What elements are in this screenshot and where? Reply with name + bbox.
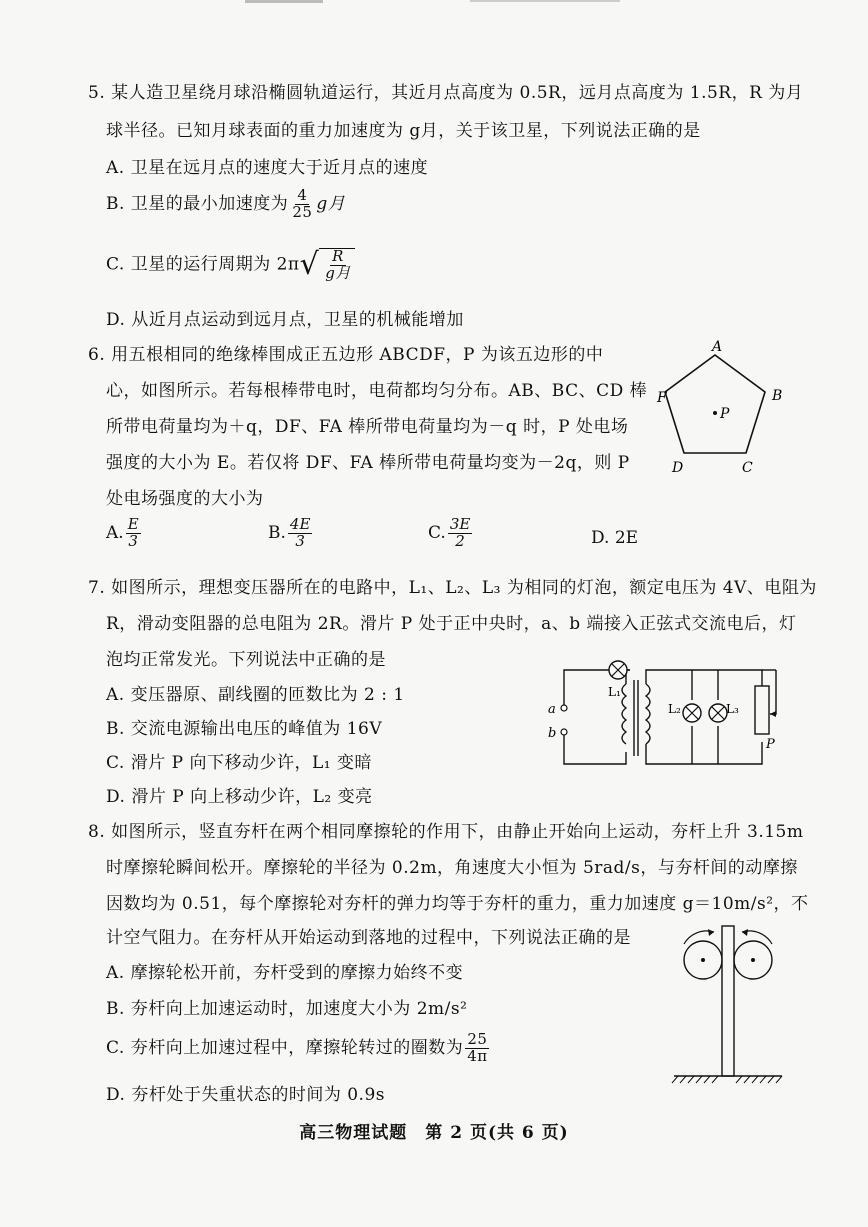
q8-stem-line3: 因数均为 0.51，每个摩擦轮对夯杆的弹力均等于夯杆的重力，重力加速度 g＝10m/s²，不 [106,894,809,914]
option-label: B. [268,522,286,543]
pentagon-shape [665,355,765,453]
option-label: A. [106,522,124,543]
fraction-denominator: 3 [128,531,138,550]
vertex-label-c: C [742,460,753,476]
pentagon-figure [657,339,800,480]
q7-option-c: C. 滑片 P 向下移动少许，L₁ 变暗 [106,753,372,773]
slider-label-p: P [766,737,775,752]
slider-wire [770,692,776,714]
q5-option-b-unit: g月 [316,193,346,214]
q6-stem-line2: 心，如图所示。若每根棒带电时，电荷都均匀分布。AB、BC、CD 棒 [106,381,648,401]
q5-option-d: D. 从近月点运动到远月点，卫星的机械能增加 [106,310,464,330]
q5-option-b-fraction [290,188,314,221]
q6-stem-line1: 6. 用五根相同的绝缘棒围成正五边形 ABCDF，P 为该五边形的中 [88,345,604,365]
q6-option-a-fraction [126,517,141,550]
tamping-rod [722,926,734,1076]
fraction-denominator: g月 [325,263,351,282]
wire [564,670,606,706]
fraction-numerator: 4E [289,515,311,533]
q6-stem-line3: 所带电荷量均为＋q，DF、FA 棒所带电荷量均为－q 时，P 处电场 [106,417,629,437]
lamp-label-l2: L₂ [668,702,681,716]
q7-stem-line1: 7. 如图所示，理想变压器所在的电路中，L₁、L₂、L₃ 为相同的灯泡，额定电压为 4V、电阻为 [88,578,817,598]
fraction-denominator: 25 [292,202,313,221]
q7-option-d: D. 滑片 P 向上移动少许，L₂ 变亮 [106,787,373,807]
terminal-label-b: b [548,726,557,741]
fraction-denominator: 3 [295,531,305,550]
primary-coil [622,684,626,744]
fraction-denominator: 2 [455,531,465,550]
q5-stem-line1: 5. 某人造卫星绕月球沿椭圆轨道运行，其近月点高度为 0.5R，远月点高度为 1.5R，R 为月 [88,83,804,103]
fraction-numerator: 25 [467,1030,488,1048]
ground-hatching [672,1076,782,1083]
fraction-numerator: R [332,247,344,265]
q7-option-a: A. 变压器原、副线圈的匝数比为 2 : 1 [106,685,405,705]
lamp-label-l3: L₃ [726,702,739,716]
q6-stem-line5: 处电场强度的大小为 [106,489,264,509]
sqrt-sign: √ [299,246,320,282]
q8-option-c [106,1032,492,1065]
terminal-b [561,729,567,735]
scan-edge-mark [245,0,323,3]
wire [564,734,626,764]
fraction-numerator: E [127,515,139,533]
q5-option-c [106,248,355,282]
q8-stem-line1: 8. 如图所示，竖直夯杆在两个相同摩擦轮的作用下，由静止开始向上运动，夯杆上升 3.15m [88,822,804,842]
q8-option-c-text: C. 夯杆向上加速过程中，摩擦轮转过的圈数为 [106,1037,464,1058]
q5-stem-line2: 球半径。已知月球表面的重力加速度为 g月，关于该卫星，下列说法正确的是 [106,121,701,141]
vertex-label-b: B [772,388,783,404]
q6-option-c [428,517,474,550]
page-footer: 高三物理试题 第 2 页(共 6 页) [299,1123,569,1143]
secondary-coil [646,684,650,744]
vertex-label-a: A [712,339,723,355]
q8-option-a: A. 摩擦轮松开前，夯杆受到的摩擦力始终不变 [106,963,464,983]
q6-option-b-fraction [288,517,313,550]
q8-option-b: B. 夯杆向上加速运动时，加速度大小为 2m/s² [106,999,468,1019]
q5-option-c-text: C. 卫星的运行周期为 2π [106,254,300,275]
fraction-numerator: 4 [297,186,308,204]
center-label-p: P [720,406,730,422]
wire [646,670,762,684]
terminal-a [561,705,567,711]
vertex-label-f: F [657,390,667,406]
q7-stem-line2: R，滑动变阻器的总电阻为 2R。滑片 P 处于正中央时，a、b 端接入正弦式交流电后，灯 [106,614,797,634]
q8-option-c-fraction [465,1032,489,1065]
scan-edge-mark [470,0,620,2]
q6-option-b [268,517,314,550]
q6-option-a [106,517,143,550]
slider-arrow-icon [770,711,776,717]
q7-stem-line3: 泡均正常发光。下列说法中正确的是 [106,650,386,670]
rheostat [755,686,769,734]
q6-option-d: D. 2E [591,528,639,548]
q6-stem-line4: 强度的大小为 E。若仅将 DF、FA 棒所带电荷量均变为－2q，则 P [106,453,630,473]
tamping-rod-figure [670,920,790,1095]
wire [646,742,762,764]
terminal-label-a: a [548,702,556,717]
option-label: C. [428,522,446,543]
fraction-denominator: 4π [467,1046,488,1065]
q5-option-a: A. 卫星在远月点的速度大于近月点的速度 [106,158,429,178]
fraction-numerator: 3E [449,515,471,533]
lamp-label-l1: L₁ [608,685,621,699]
q8-stem-line4: 计空气阻力。在夯杆从开始运动到落地的过程中，下列说法正确的是 [106,928,631,948]
q5-option-b [106,188,345,221]
transformer-circuit [540,656,790,776]
center-point [713,411,717,415]
q5-option-b-text: B. 卫星的最小加速度为 [106,193,289,214]
vertex-label-d: D [672,460,684,476]
q8-option-d: D. 夯杆处于失重状态的时间为 0.9s [106,1085,385,1105]
q8-stem-line2: 时摩擦轮瞬间松开。摩擦轮的半径为 0.2m，角速度大小恒为 5rad/s，与夯杆间的动摩擦 [106,858,798,878]
q5-option-c-fraction [323,249,353,282]
q6-option-c-fraction [448,517,473,550]
sqrt-expression [300,248,355,282]
q7-option-b: B. 交流电源输出电压的峰值为 16V [106,719,383,739]
